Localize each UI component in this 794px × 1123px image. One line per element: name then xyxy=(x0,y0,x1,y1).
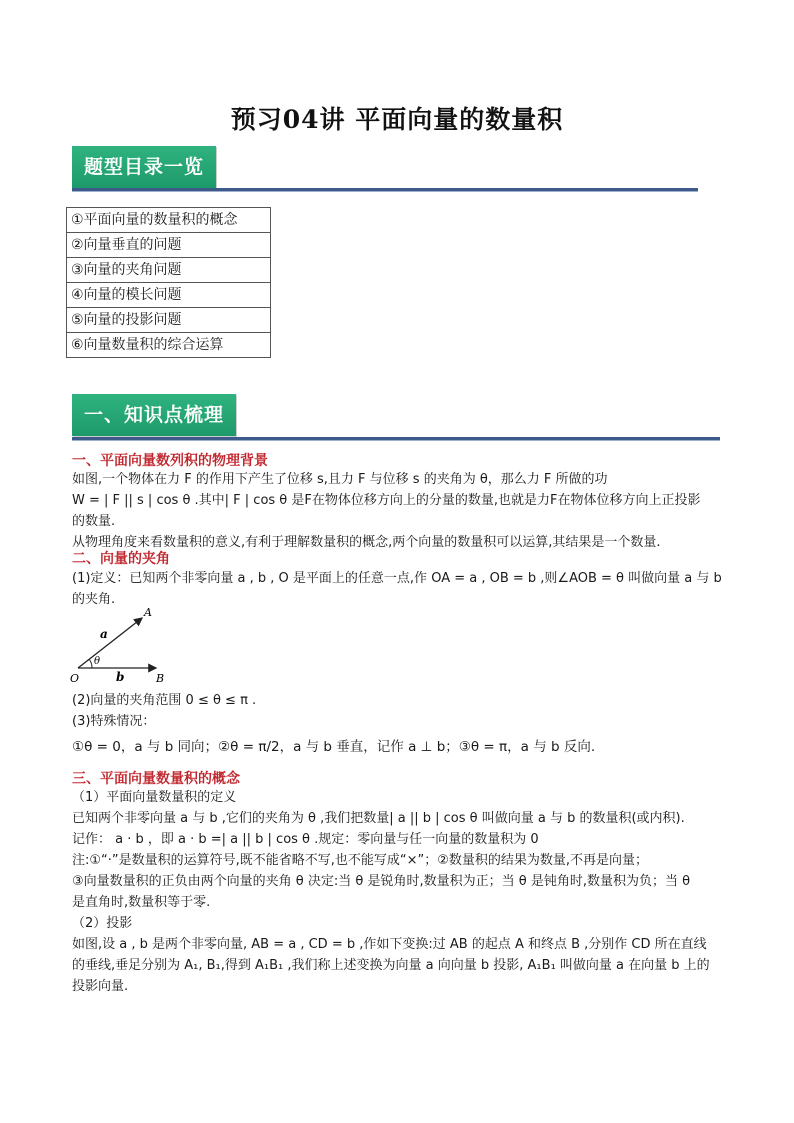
toc-item[interactable]: ②向量垂直的问题 xyxy=(67,233,271,258)
angle-diagram xyxy=(70,604,180,686)
toc-item[interactable]: ⑥向量数量积的综合运算 xyxy=(67,333,271,358)
section-3-line: 注:①“·”是数量积的运算符号,既不能省略不写,也不能写成“×”；②数量积的结果为数量,不再是向量； xyxy=(72,853,649,868)
section-3-line: 如图,设 a , b 是两个非零向量, AB = a , CD = b ,作如下变换:过 AB 的起点 A 和终点 B ,分别作 CD 所在直线 xyxy=(72,937,707,952)
definition-line: 的夹角. xyxy=(72,592,116,607)
toc-item[interactable]: ④向量的模长问题 xyxy=(67,283,271,308)
toc-banner: 题型目录一览 xyxy=(72,146,216,188)
point-b: B xyxy=(156,672,165,685)
knowledge-banner: 一、知识点梳理 xyxy=(72,394,236,436)
section-3-line: 记作： a · b ，即 a · b =| a || b | cos θ .规定：零向量与任一向量的数量积为 0 xyxy=(72,832,539,847)
section-3-line: 投影向量. xyxy=(72,979,129,994)
label-a: a xyxy=(100,627,108,641)
section-3-line: 已知两个非零向量 a 与 b ,它们的夹角为 θ ,我们把数量| a || b | cos θ 叫做向量 a 与 b 的数量积(或内积). xyxy=(72,811,685,826)
vector-a-arrow xyxy=(78,618,142,668)
knowledge-banner-rule xyxy=(72,437,720,440)
toc-item[interactable]: ③向量的夹角问题 xyxy=(67,258,271,283)
toc-item[interactable]: ⑤向量的投影问题 xyxy=(67,308,271,333)
section-1-heading: 一、平面向量数列积的物理背景 xyxy=(72,453,268,469)
section-3-line: ③向量数量积的正负由两个向量的夹角 θ 决定:当 θ 是锐角时,数量积为正；当 θ 是钝角时,数量积为负；当 θ xyxy=(72,874,691,889)
section-3-text xyxy=(72,787,722,997)
toc-table xyxy=(66,207,271,358)
toc-item[interactable]: ①平面向量的数量积的概念 xyxy=(67,208,271,233)
subheading: （2）投影 xyxy=(72,916,133,931)
section-2-heading: 二、向量的夹角 xyxy=(72,551,170,567)
special-cases-line: ①θ = 0，a 与 b 同向；②θ = π/2，a 与 b 垂直，记作 a ⊥ b；③θ = π，a 与 b 反向. xyxy=(72,739,596,755)
point-a: A xyxy=(144,606,152,619)
section-3-line: 的垂线,垂足分别为 A₁, B₁,得到 A₁B₁ ,我们称上述变换为向量 a 向向量 b 投影, A₁B₁ 叫做向量 a 在向量 b 上的 xyxy=(72,958,710,973)
section-2-properties xyxy=(72,690,722,732)
range-line: (2)向量的夹角范围 0 ≤ θ ≤ π . xyxy=(72,693,257,708)
label-b: b xyxy=(116,670,125,684)
section-1-line: 如图,一个物体在力 F 的作用下产生了位移 s,且力 F 与位移 s 的夹角为 θ，那么力 F 所做的功 xyxy=(72,472,608,487)
section-3-line: 是直角时,数量积等于零. xyxy=(72,895,211,910)
special-cases-label: (3)特殊情况： xyxy=(72,714,156,729)
section-1-text xyxy=(72,469,722,553)
section-1-line: W = | F || s | cos θ .其中| F | cos θ 是F在物体位移方向上的分量的数量,也就是力F在物体位移方向上正投影 xyxy=(72,493,701,508)
angle-arc xyxy=(89,659,92,668)
subheading: （1）平面向量数量积的定义 xyxy=(72,790,237,805)
page-title: 预习04讲 平面向量的数量积 xyxy=(230,105,564,134)
toc-banner-rule xyxy=(72,188,698,191)
point-o: O xyxy=(70,672,80,685)
definition-line: (1)定义：已知两个非零向量 a , b , O 是平面上的任意一点,作 OA = a , OB = b ,则∠AOB = θ 叫做向量 a 与 b xyxy=(72,571,722,586)
section-1-line: 从物理角度来看数量积的意义,有利于理解数量积的概念,两个向量的数量积可以运算,其结果是一个数量. xyxy=(72,535,661,550)
section-3-heading: 三、平面向量数量积的概念 xyxy=(72,771,240,787)
section-1-line: 的数量. xyxy=(72,514,116,529)
label-theta: θ xyxy=(94,656,101,667)
